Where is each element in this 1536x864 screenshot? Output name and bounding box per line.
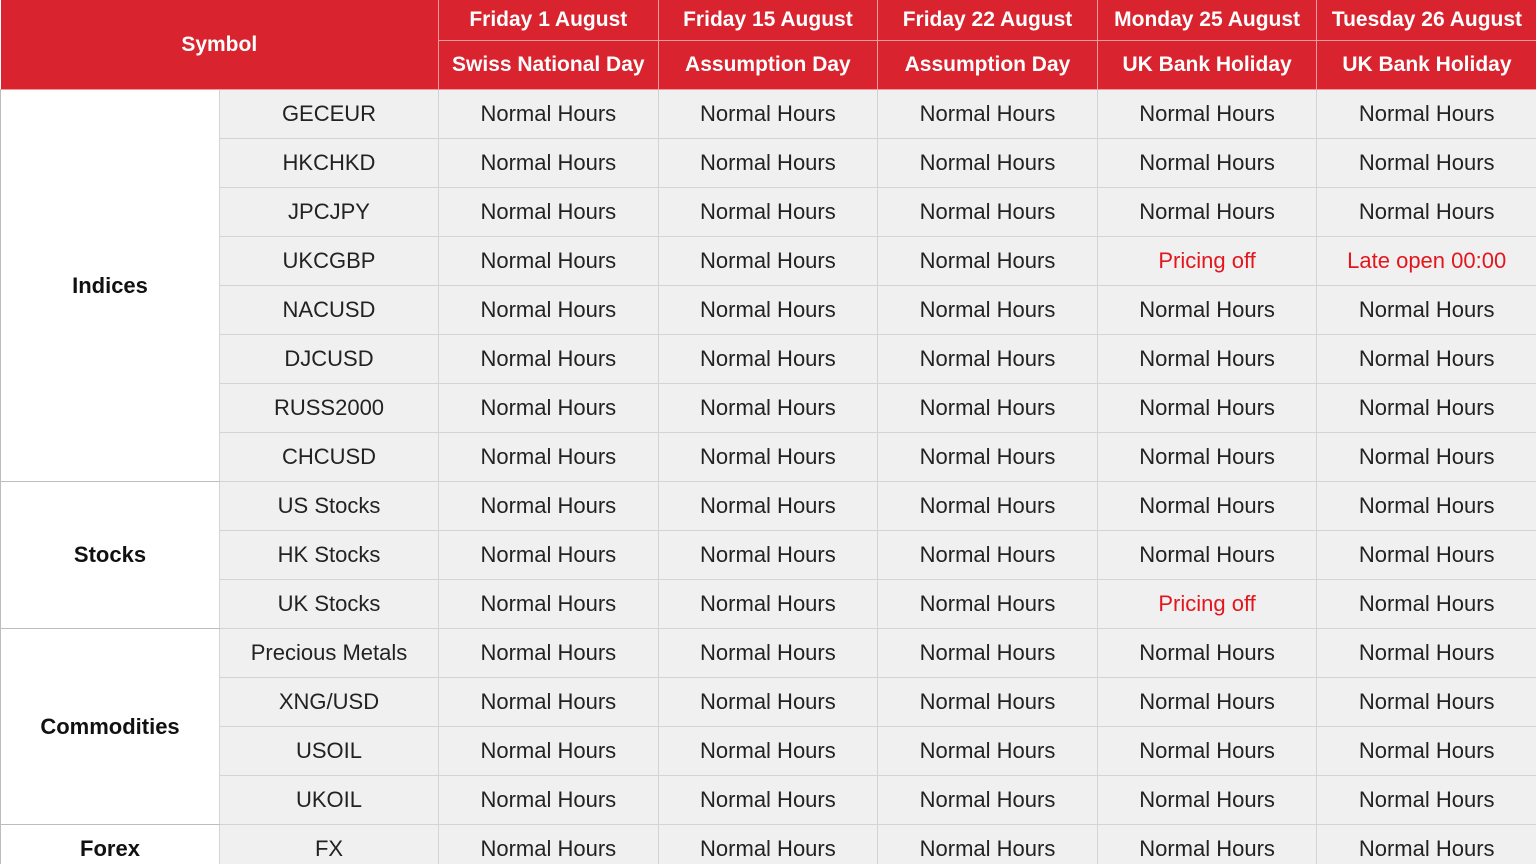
date-header: Friday 22 August — [878, 0, 1098, 41]
status-cell: Normal Hours — [1317, 384, 1536, 433]
symbol-cell: DJCUSD — [220, 335, 439, 384]
status-cell: Normal Hours — [1317, 678, 1536, 727]
table-body — [1, 90, 1536, 864]
category-cell: Commodities — [1, 629, 220, 825]
status-cell: Normal Hours — [1317, 188, 1536, 237]
status-cell: Normal Hours — [878, 629, 1098, 678]
table-row — [1, 482, 1536, 531]
table-header — [1, 0, 1536, 90]
status-cell: Normal Hours — [878, 237, 1098, 286]
status-cell: Normal Hours — [658, 90, 878, 139]
status-cell: Normal Hours — [439, 237, 659, 286]
status-cell: Normal Hours — [878, 776, 1098, 825]
status-cell: Normal Hours — [439, 433, 659, 482]
status-cell: Normal Hours — [658, 776, 878, 825]
status-cell: Late open 00:00 — [1317, 237, 1536, 286]
category-cell: Stocks — [1, 482, 220, 629]
status-cell: Normal Hours — [439, 580, 659, 629]
status-cell: Normal Hours — [439, 188, 659, 237]
status-cell: Normal Hours — [1317, 286, 1536, 335]
symbol-cell: FX — [220, 825, 439, 864]
table-row — [1, 531, 1536, 580]
status-cell: Normal Hours — [439, 335, 659, 384]
status-cell: Normal Hours — [878, 384, 1098, 433]
symbol-cell: CHCUSD — [220, 433, 439, 482]
status-cell: Normal Hours — [658, 580, 878, 629]
date-header: Tuesday 26 August — [1317, 0, 1536, 41]
symbol-cell: Precious Metals — [220, 629, 439, 678]
status-cell: Normal Hours — [1097, 482, 1317, 531]
table-row — [1, 139, 1536, 188]
status-cell: Normal Hours — [878, 482, 1098, 531]
category-cell: Forex — [1, 825, 220, 864]
symbol-header: Symbol — [1, 0, 439, 90]
status-cell: Normal Hours — [878, 139, 1098, 188]
symbol-cell: JPCJPY — [220, 188, 439, 237]
status-cell: Normal Hours — [439, 139, 659, 188]
holiday-header: UK Bank Holiday — [1097, 41, 1317, 90]
status-cell: Normal Hours — [1317, 139, 1536, 188]
status-cell: Normal Hours — [658, 237, 878, 286]
status-cell: Normal Hours — [658, 825, 878, 864]
status-cell: Normal Hours — [1317, 90, 1536, 139]
status-cell: Normal Hours — [439, 825, 659, 864]
status-cell: Normal Hours — [1097, 531, 1317, 580]
status-cell: Normal Hours — [439, 531, 659, 580]
status-cell: Normal Hours — [658, 482, 878, 531]
status-cell: Normal Hours — [878, 335, 1098, 384]
status-cell: Normal Hours — [1317, 433, 1536, 482]
symbol-cell: UKOIL — [220, 776, 439, 825]
status-cell: Normal Hours — [658, 384, 878, 433]
table-row — [1, 580, 1536, 629]
table-row — [1, 825, 1536, 864]
status-cell: Normal Hours — [1317, 825, 1536, 864]
status-cell: Normal Hours — [1317, 335, 1536, 384]
status-cell: Normal Hours — [439, 629, 659, 678]
status-cell: Normal Hours — [658, 433, 878, 482]
symbol-cell: US Stocks — [220, 482, 439, 531]
status-cell: Normal Hours — [1097, 90, 1317, 139]
status-cell: Normal Hours — [658, 629, 878, 678]
status-cell: Normal Hours — [1317, 531, 1536, 580]
status-cell: Normal Hours — [658, 678, 878, 727]
status-cell: Normal Hours — [658, 188, 878, 237]
status-cell: Normal Hours — [1317, 727, 1536, 776]
status-cell: Normal Hours — [658, 335, 878, 384]
status-cell: Normal Hours — [878, 286, 1098, 335]
status-cell: Normal Hours — [878, 90, 1098, 139]
status-cell: Normal Hours — [1317, 482, 1536, 531]
status-cell: Normal Hours — [658, 286, 878, 335]
status-cell: Normal Hours — [1097, 727, 1317, 776]
status-cell: Normal Hours — [439, 384, 659, 433]
status-cell: Normal Hours — [1097, 776, 1317, 825]
status-cell: Normal Hours — [878, 678, 1098, 727]
table-row — [1, 384, 1536, 433]
status-cell: Normal Hours — [1317, 776, 1536, 825]
status-cell: Normal Hours — [439, 90, 659, 139]
status-cell: Normal Hours — [1097, 678, 1317, 727]
status-cell: Normal Hours — [878, 825, 1098, 864]
holiday-header: Assumption Day — [658, 41, 878, 90]
symbol-cell: RUSS2000 — [220, 384, 439, 433]
table-row — [1, 776, 1536, 825]
status-cell: Normal Hours — [1097, 433, 1317, 482]
status-cell: Normal Hours — [878, 531, 1098, 580]
table-row — [1, 188, 1536, 237]
symbol-cell: XNG/USD — [220, 678, 439, 727]
symbol-cell: USOIL — [220, 727, 439, 776]
table-row — [1, 335, 1536, 384]
table-row — [1, 237, 1536, 286]
header-row-dates — [1, 0, 1536, 41]
status-cell: Normal Hours — [1097, 384, 1317, 433]
status-cell: Normal Hours — [1097, 139, 1317, 188]
date-header: Friday 15 August — [658, 0, 878, 41]
status-cell: Normal Hours — [1097, 629, 1317, 678]
status-cell: Pricing off — [1097, 237, 1317, 286]
status-cell: Normal Hours — [1317, 629, 1536, 678]
status-cell: Normal Hours — [878, 727, 1098, 776]
holiday-header: Assumption Day — [878, 41, 1098, 90]
status-cell: Normal Hours — [1317, 580, 1536, 629]
status-cell: Normal Hours — [439, 286, 659, 335]
status-cell: Normal Hours — [1097, 335, 1317, 384]
table-row — [1, 433, 1536, 482]
table-row — [1, 90, 1536, 139]
status-cell: Normal Hours — [658, 727, 878, 776]
status-cell: Normal Hours — [1097, 188, 1317, 237]
status-cell: Normal Hours — [439, 776, 659, 825]
status-cell: Normal Hours — [658, 531, 878, 580]
status-cell: Normal Hours — [1097, 825, 1317, 864]
symbol-cell: UK Stocks — [220, 580, 439, 629]
date-header: Monday 25 August — [1097, 0, 1317, 41]
symbol-cell: UKCGBP — [220, 237, 439, 286]
holiday-header: UK Bank Holiday — [1317, 41, 1536, 90]
status-cell: Normal Hours — [439, 482, 659, 531]
status-cell: Normal Hours — [658, 139, 878, 188]
table-row — [1, 678, 1536, 727]
date-header: Friday 1 August — [439, 0, 659, 41]
table-row — [1, 286, 1536, 335]
symbol-cell: NACUSD — [220, 286, 439, 335]
holiday-header: Swiss National Day — [439, 41, 659, 90]
symbol-cell: HKCHKD — [220, 139, 439, 188]
status-cell: Normal Hours — [878, 188, 1098, 237]
category-cell: Indices — [1, 90, 220, 482]
status-cell: Normal Hours — [878, 580, 1098, 629]
symbol-cell: HK Stocks — [220, 531, 439, 580]
status-cell: Normal Hours — [878, 433, 1098, 482]
status-cell: Pricing off — [1097, 580, 1317, 629]
status-cell: Normal Hours — [439, 678, 659, 727]
status-cell: Normal Hours — [1097, 286, 1317, 335]
table-row — [1, 629, 1536, 678]
symbol-cell: GECEUR — [220, 90, 439, 139]
table-row — [1, 727, 1536, 776]
status-cell: Normal Hours — [439, 727, 659, 776]
